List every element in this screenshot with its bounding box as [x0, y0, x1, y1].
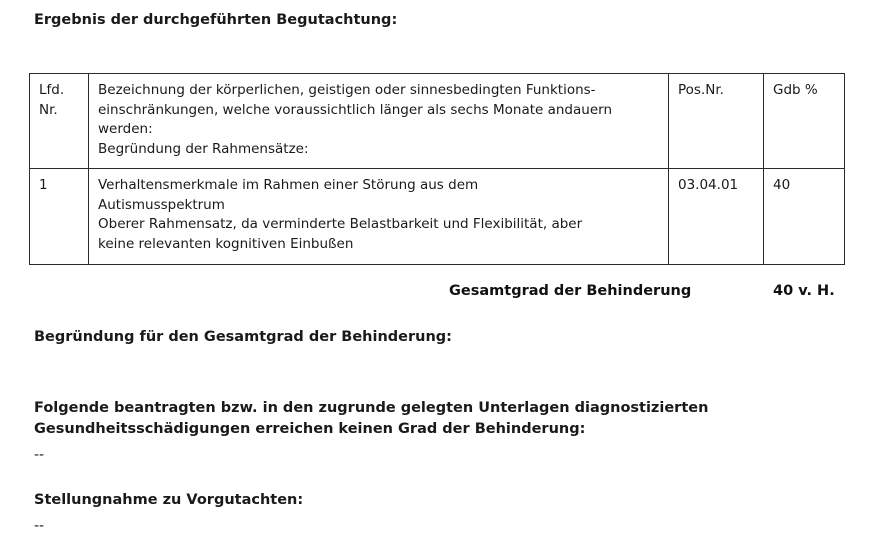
- total-degree-value: 40 v. H.: [773, 283, 835, 299]
- no-gdb-heading-line-1: Folgende beantragten bzw. in den zugrunde gelegten Unterlagen diagnostizierten: [34, 400, 709, 416]
- reason-heading: Begründung für den Gesamtgrad der Behinderung:: [34, 329, 452, 345]
- total-degree-label: Gesamtgrad der Behinderung: [449, 283, 692, 299]
- opinion-value: --: [34, 518, 45, 534]
- no-gdb-heading-line-2: Gesundheitsschädigungen erreichen keinen Grad der Behinderung:: [34, 421, 586, 438]
- assessment-table: [29, 73, 845, 265]
- table-header-row: [30, 74, 845, 169]
- header-description-line-3: werden:: [98, 121, 153, 138]
- header-pos-nr-label: Pos.Nr.: [678, 82, 724, 98]
- header-cell-pos-nr: [669, 74, 764, 169]
- header-lfd-nr-line-1: Lfd.: [39, 82, 65, 98]
- page-title: Ergebnis der durchgeführten Begutachtung:: [34, 12, 398, 28]
- no-gdb-value: --: [34, 447, 45, 463]
- row-description-line-1: Verhaltensmerkmale im Rahmen einer Störung aus dem: [98, 177, 479, 194]
- table-row: [30, 169, 845, 264]
- row-lfd-nr-value: 1: [39, 177, 48, 194]
- row-description-line-4: keine relevanten kognitiven Einbußen: [98, 235, 354, 252]
- no-gdb-heading: [34, 398, 708, 440]
- header-cell-description: [89, 74, 669, 169]
- header-gdb-label: Gdb %: [773, 82, 818, 98]
- row-pos-nr-value: 03.04.01: [678, 177, 739, 194]
- cell-pos-nr: [669, 169, 764, 264]
- header-description-line-1: Bezeichnung der körperlichen, geistigen oder sinnesbedingten Funktions-: [98, 82, 596, 98]
- row-description-line-3: Oberer Rahmensatz, da verminderte Belastbarkeit und Flexibilität, aber: [98, 216, 583, 233]
- header-cell-gdb: [764, 74, 845, 169]
- cell-description: [89, 169, 669, 264]
- row-description-line-2: Autismusspektrum: [98, 196, 225, 213]
- header-description-line-4: Begründung der Rahmensätze:: [98, 140, 309, 157]
- header-cell-lfd-nr: [30, 74, 89, 169]
- cell-gdb: [764, 169, 845, 264]
- header-description-line-2: einschränkungen, welche voraussichtlich länger als sechs Monate andauern: [98, 101, 613, 118]
- opinion-heading: Stellungnahme zu Vorgutachten:: [34, 492, 304, 508]
- row-gdb-value: 40: [773, 177, 791, 194]
- cell-lfd-nr: [30, 169, 89, 264]
- header-lfd-nr-line-2: Nr.: [39, 101, 58, 118]
